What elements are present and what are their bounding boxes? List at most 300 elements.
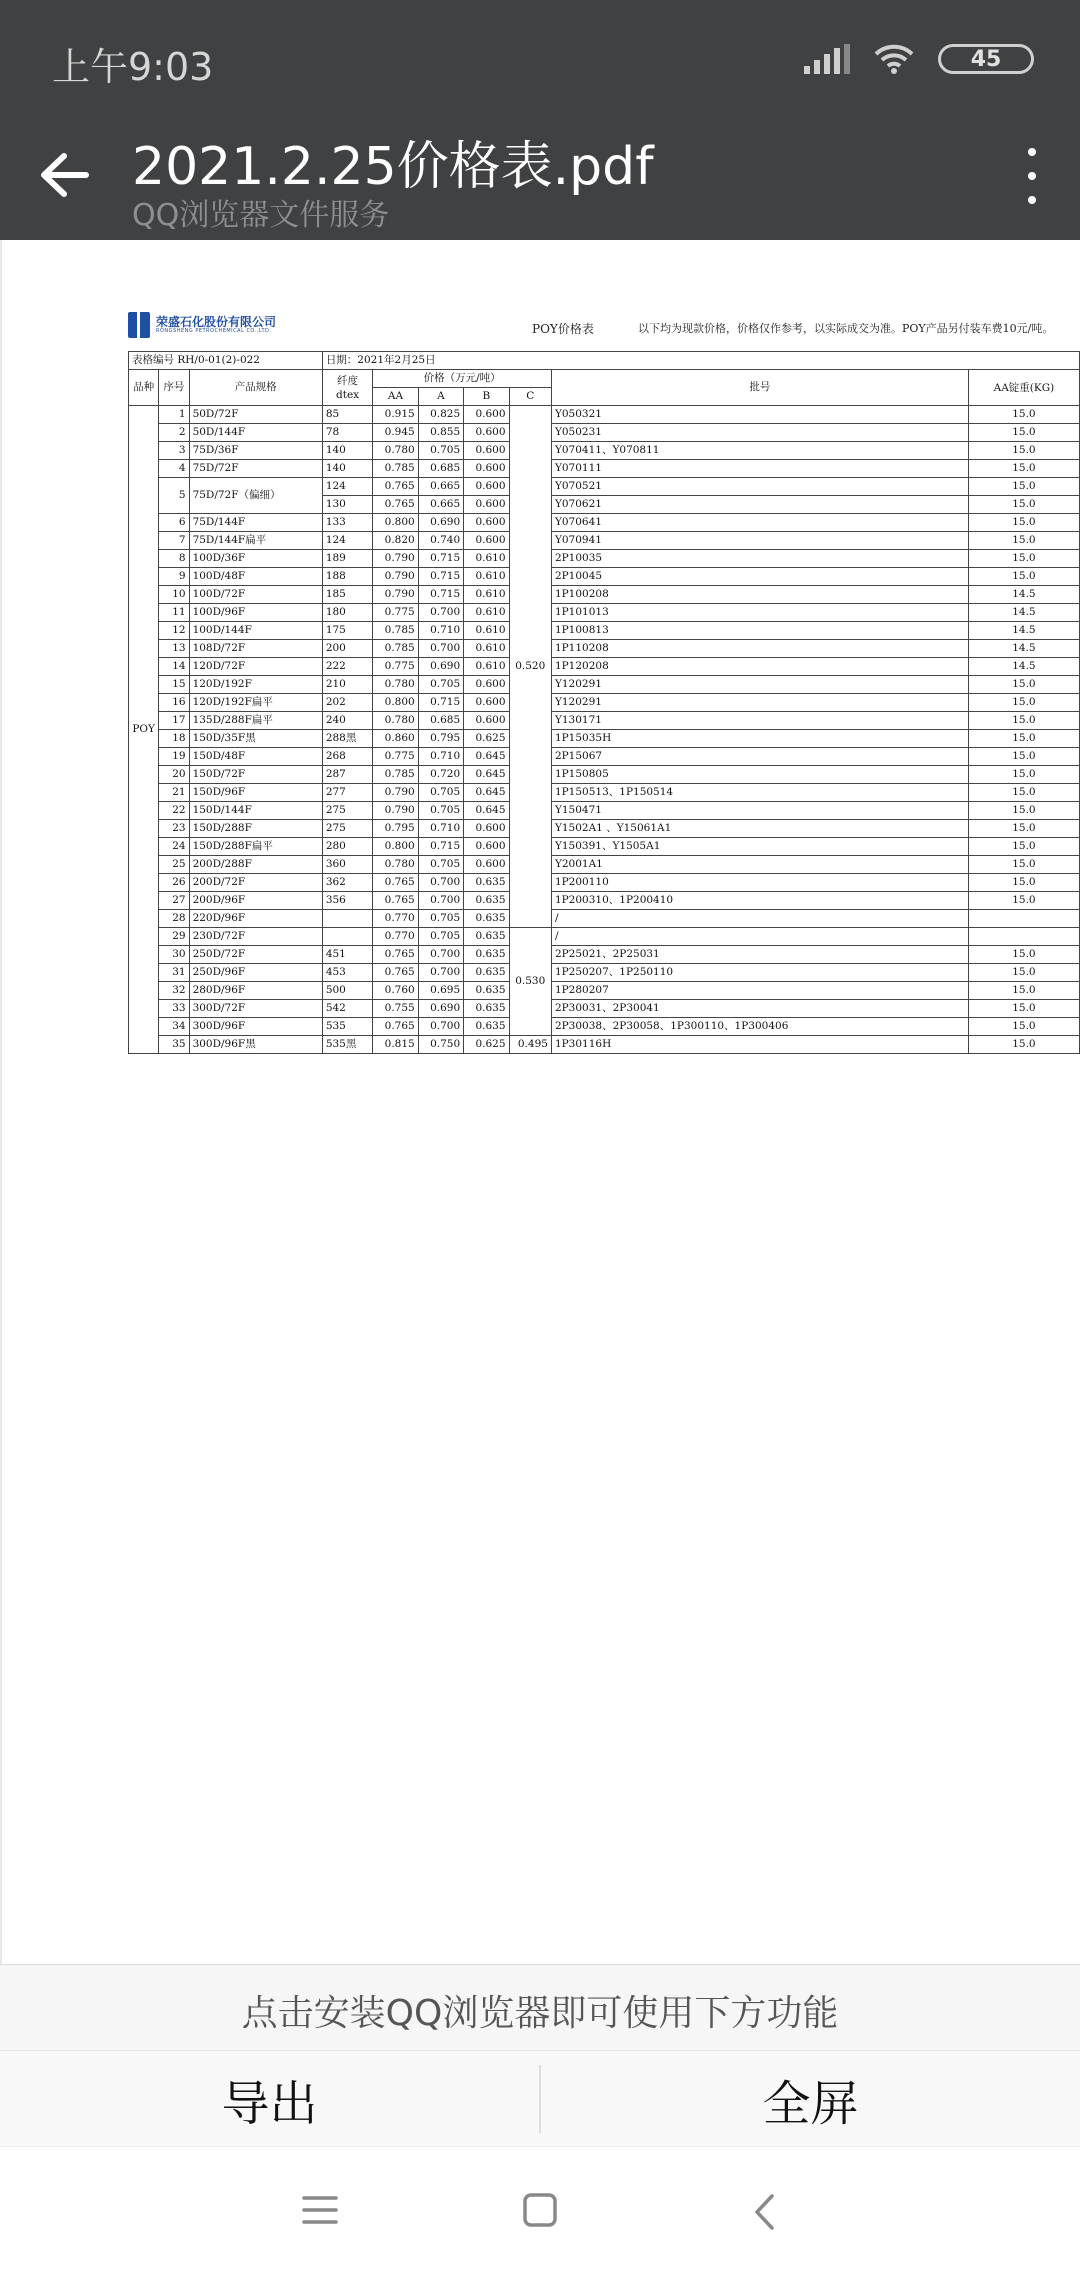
cell-w: 15.0 xyxy=(968,532,1079,550)
cell-b: 0.600 xyxy=(464,406,509,424)
company-logo xyxy=(128,312,276,338)
cell-dtex: 175 xyxy=(322,622,372,640)
table-row xyxy=(129,658,1080,676)
cell-dtex: 140 xyxy=(322,442,372,460)
cell-aa: 0.780 xyxy=(373,676,418,694)
cell-a: 0.705 xyxy=(418,928,463,946)
cell-batch: 2P10035 xyxy=(551,550,968,568)
cell-dtex: 185 xyxy=(322,586,372,604)
cell-aa: 0.785 xyxy=(373,622,418,640)
cell-batch: Y120291 xyxy=(551,676,968,694)
table-row xyxy=(129,748,1080,766)
price-table xyxy=(128,351,1080,1054)
cell-spec: 100D/96F xyxy=(189,604,322,622)
cell-b: 0.610 xyxy=(464,604,509,622)
table-row xyxy=(129,766,1080,784)
cell-a: 0.700 xyxy=(418,964,463,982)
cell-aa: 0.800 xyxy=(373,838,418,856)
fullscreen-button[interactable]: 全屏 xyxy=(762,2075,859,2132)
cell-w: 15.0 xyxy=(968,496,1079,514)
cell-b: 0.600 xyxy=(464,514,509,532)
file-title: 2021.2.25价格表.pdf xyxy=(132,137,654,197)
table-row xyxy=(129,712,1080,730)
table-row xyxy=(129,640,1080,658)
cell-dtex: 451 xyxy=(322,946,372,964)
cell-dtex: 360 xyxy=(322,856,372,874)
table-row xyxy=(129,442,1080,460)
cell-aa: 0.785 xyxy=(373,640,418,658)
cell-n: 28 xyxy=(159,910,189,928)
cell-n: 13 xyxy=(159,640,189,658)
cell-n: 4 xyxy=(159,460,189,478)
cell-n: 23 xyxy=(159,820,189,838)
cell-spec: 50D/72F xyxy=(189,406,322,424)
cell-w: 15.0 xyxy=(968,730,1079,748)
cell-a: 0.695 xyxy=(418,982,463,1000)
cell-batch: 2P10045 xyxy=(551,568,968,586)
cell-a: 0.750 xyxy=(418,1036,463,1054)
cell-b: 0.610 xyxy=(464,550,509,568)
cell-w: 14.5 xyxy=(968,604,1079,622)
cell-batch: 2P15067 xyxy=(551,748,968,766)
cell-spec: 75D/72F（偏细） xyxy=(189,478,322,514)
form-number: 表格编号 RH/0-01(2)-022 xyxy=(129,352,323,370)
cell-aa: 0.815 xyxy=(373,1036,418,1054)
nav-menu-button[interactable] xyxy=(300,2193,350,2233)
status-icons xyxy=(804,42,1034,76)
header-a: A xyxy=(418,388,463,406)
cell-b: 0.635 xyxy=(464,892,509,910)
table-row xyxy=(129,910,1080,928)
cell-batch: 2P30038、2P30058、1P300110、1P300406 xyxy=(551,1018,968,1036)
table-row xyxy=(129,820,1080,838)
cell-w: 15.0 xyxy=(968,1000,1079,1018)
nav-back-button[interactable] xyxy=(750,2193,800,2233)
cell-dtex: 542 xyxy=(322,1000,372,1018)
cell-w: 15.0 xyxy=(968,892,1079,910)
cell-b: 0.600 xyxy=(464,442,509,460)
cell-b: 0.645 xyxy=(464,784,509,802)
cell-aa: 0.765 xyxy=(373,946,418,964)
cell-dtex: 500 xyxy=(322,982,372,1000)
cell-n: 21 xyxy=(159,784,189,802)
cell-dtex: 180 xyxy=(322,604,372,622)
table-row xyxy=(129,838,1080,856)
cell-w: 15.0 xyxy=(968,442,1079,460)
cell-dtex: 535 xyxy=(322,1018,372,1036)
cell-w: 15.0 xyxy=(968,874,1079,892)
cell-w: 14.5 xyxy=(968,658,1079,676)
cell-dtex: 202 xyxy=(322,694,372,712)
cell-a: 0.710 xyxy=(418,622,463,640)
cell-batch: 1P15035H xyxy=(551,730,968,748)
cell-a: 0.700 xyxy=(418,874,463,892)
cell-b: 0.610 xyxy=(464,568,509,586)
cell-spec: 230D/72F xyxy=(189,928,322,946)
table-row xyxy=(129,550,1080,568)
cell-b: 0.635 xyxy=(464,1018,509,1036)
battery-icon: 45 xyxy=(938,44,1034,74)
table-row xyxy=(129,730,1080,748)
cell-n: 27 xyxy=(159,892,189,910)
back-button[interactable] xyxy=(38,148,92,202)
signal-icon xyxy=(804,44,850,74)
cell-n: 12 xyxy=(159,622,189,640)
cell-n: 15 xyxy=(159,676,189,694)
cell-aa: 0.800 xyxy=(373,514,418,532)
cell-w: 15.0 xyxy=(968,982,1079,1000)
table-row xyxy=(129,874,1080,892)
cell-b: 0.600 xyxy=(464,496,509,514)
table-row xyxy=(129,604,1080,622)
cell-batch: 1P100813 xyxy=(551,622,968,640)
cell-aa: 0.770 xyxy=(373,910,418,928)
cell-dtex: 277 xyxy=(322,784,372,802)
cell-n: 25 xyxy=(159,856,189,874)
cell-n: 32 xyxy=(159,982,189,1000)
cell-a: 0.690 xyxy=(418,1000,463,1018)
header-variety: 品种 xyxy=(129,370,159,406)
cell-a: 0.710 xyxy=(418,748,463,766)
cell-aa: 0.765 xyxy=(373,892,418,910)
cell-n: 31 xyxy=(159,964,189,982)
cell-w: 15.0 xyxy=(968,712,1079,730)
more-button[interactable] xyxy=(1022,148,1042,204)
cell-spec: 75D/144F扁平 xyxy=(189,532,322,550)
cell-aa: 0.790 xyxy=(373,802,418,820)
cell-batch: 1P250207、1P250110 xyxy=(551,964,968,982)
action-bar xyxy=(0,2050,1080,2147)
cell-batch: Y050231 xyxy=(551,424,968,442)
cell-w: 15.0 xyxy=(968,568,1079,586)
wifi-icon xyxy=(874,44,914,74)
cell-n: 16 xyxy=(159,694,189,712)
cell-spec: 100D/48F xyxy=(189,568,322,586)
cell-a: 0.700 xyxy=(418,1018,463,1036)
cell-aa: 0.860 xyxy=(373,730,418,748)
cell-c: 0.495 xyxy=(509,1036,551,1054)
table-row xyxy=(129,514,1080,532)
cell-spec: 250D/72F xyxy=(189,946,322,964)
cell-b: 0.610 xyxy=(464,586,509,604)
arrow-left-icon xyxy=(38,148,92,202)
system-nav-bar xyxy=(0,2146,1080,2281)
install-banner-text: 点击安装QQ浏览器即可使用下方功能 xyxy=(241,1993,839,2034)
table-row xyxy=(129,964,1080,982)
cell-spec: 100D/144F xyxy=(189,622,322,640)
cell-b: 0.635 xyxy=(464,982,509,1000)
doc-date: 日期：2021年2月25日 xyxy=(322,352,1079,370)
table-row xyxy=(129,406,1080,424)
cell-w: 15.0 xyxy=(968,424,1079,442)
cell-n: 7 xyxy=(159,532,189,550)
cell-b: 0.600 xyxy=(464,838,509,856)
cell-w: 15.0 xyxy=(968,406,1079,424)
cell-aa: 0.790 xyxy=(373,586,418,604)
cell-n: 19 xyxy=(159,748,189,766)
cell-b: 0.635 xyxy=(464,910,509,928)
cell-spec: 150D/144F xyxy=(189,802,322,820)
cell-spec: 108D/72F xyxy=(189,640,322,658)
cell-dtex: 85 xyxy=(322,406,372,424)
cell-w: 15.0 xyxy=(968,676,1079,694)
cell-n: 30 xyxy=(159,946,189,964)
cell-variety: POY xyxy=(129,406,159,1054)
cell-a: 0.690 xyxy=(418,658,463,676)
table-row xyxy=(129,982,1080,1000)
cell-aa: 0.765 xyxy=(373,874,418,892)
cell-w: 15.0 xyxy=(968,964,1079,982)
cell-aa: 0.820 xyxy=(373,532,418,550)
doc-note: 以下均为现款价格，价格仅作参考，以实际成交为准。POY产品另付装车费10元/吨。 xyxy=(638,322,1054,335)
cell-a: 0.740 xyxy=(418,532,463,550)
cell-n: 18 xyxy=(159,730,189,748)
cell-aa: 0.780 xyxy=(373,856,418,874)
export-button[interactable]: 导出 xyxy=(221,2075,318,2132)
cell-dtex: 78 xyxy=(322,424,372,442)
cell-spec: 120D/192F扁平 xyxy=(189,694,322,712)
price-table-wrap xyxy=(128,351,1080,1054)
cell-aa: 0.795 xyxy=(373,820,418,838)
cell-batch: 1P150513、1P150514 xyxy=(551,784,968,802)
cell-b: 0.600 xyxy=(464,820,509,838)
cell-b: 0.645 xyxy=(464,766,509,784)
table-row xyxy=(129,856,1080,874)
cell-dtex: 133 xyxy=(322,514,372,532)
cell-dtex: 362 xyxy=(322,874,372,892)
cell-batch: Y130171 xyxy=(551,712,968,730)
cell-batch: Y070641 xyxy=(551,514,968,532)
cell-batch: Y150471 xyxy=(551,802,968,820)
cell-spec: 150D/96F xyxy=(189,784,322,802)
cell-spec: 100D/72F xyxy=(189,586,322,604)
cell-aa: 0.755 xyxy=(373,1000,418,1018)
cell-a: 0.705 xyxy=(418,910,463,928)
cell-spec: 75D/72F xyxy=(189,460,322,478)
cell-b: 0.625 xyxy=(464,730,509,748)
cell-spec: 120D/192F xyxy=(189,676,322,694)
doc-title: POY价格表 xyxy=(532,322,594,336)
table-row xyxy=(129,478,1080,496)
cell-n: 1 xyxy=(159,406,189,424)
cell-n: 2 xyxy=(159,424,189,442)
cell-dtex: 210 xyxy=(322,676,372,694)
cell-w: 14.5 xyxy=(968,622,1079,640)
cell-a: 0.700 xyxy=(418,640,463,658)
cell-aa: 0.790 xyxy=(373,550,418,568)
cell-dtex: 124 xyxy=(322,532,372,550)
cell-batch: 1P120208 xyxy=(551,658,968,676)
cell-b: 0.635 xyxy=(464,964,509,982)
header-weight: AA锭重(KG) xyxy=(968,370,1079,406)
cell-n: 11 xyxy=(159,604,189,622)
cell-batch: Y1502A1 、Y15061A1 xyxy=(551,820,968,838)
cell-b: 0.600 xyxy=(464,478,509,496)
cell-spec: 200D/288F xyxy=(189,856,322,874)
cell-dtex: 275 xyxy=(322,820,372,838)
cell-w: 15.0 xyxy=(968,694,1079,712)
cell-a: 0.855 xyxy=(418,424,463,442)
install-banner[interactable] xyxy=(0,1964,1080,2051)
cell-spec: 75D/144F xyxy=(189,514,322,532)
cell-batch: Y150391、Y1505A1 xyxy=(551,838,968,856)
cell-b: 0.610 xyxy=(464,640,509,658)
table-row xyxy=(129,586,1080,604)
cell-spec: 100D/36F xyxy=(189,550,322,568)
cell-b: 0.645 xyxy=(464,748,509,766)
cell-w: 15.0 xyxy=(968,478,1079,496)
cell-dtex: 275 xyxy=(322,802,372,820)
cell-a: 0.705 xyxy=(418,676,463,694)
cell-b: 0.600 xyxy=(464,712,509,730)
cell-b: 0.600 xyxy=(464,856,509,874)
cell-aa: 0.760 xyxy=(373,982,418,1000)
cell-batch: Y2001A1 xyxy=(551,856,968,874)
cell-spec: 150D/72F xyxy=(189,766,322,784)
cell-batch: Y070941 xyxy=(551,532,968,550)
chevron-left-icon xyxy=(750,2193,780,2231)
cell-aa: 0.765 xyxy=(373,964,418,982)
cell-spec: 300D/96F黑 xyxy=(189,1036,322,1054)
cell-batch: / xyxy=(551,928,968,946)
table-row xyxy=(129,802,1080,820)
app-bar xyxy=(0,0,1080,240)
cell-c-group-1: 0.520 xyxy=(509,406,551,928)
cell-a: 0.705 xyxy=(418,442,463,460)
cell-aa: 0.780 xyxy=(373,712,418,730)
cell-n: 3 xyxy=(159,442,189,460)
table-row xyxy=(129,892,1080,910)
cell-spec: 200D/96F xyxy=(189,892,322,910)
cell-n: 17 xyxy=(159,712,189,730)
cell-w: 15.0 xyxy=(968,748,1079,766)
cell-aa: 0.800 xyxy=(373,694,418,712)
cell-a: 0.700 xyxy=(418,604,463,622)
cell-b: 0.635 xyxy=(464,874,509,892)
cell-w: 14.5 xyxy=(968,640,1079,658)
cell-w: 15.0 xyxy=(968,1018,1079,1036)
cell-batch: / xyxy=(551,910,968,928)
cell-a: 0.710 xyxy=(418,820,463,838)
cell-w: 15.0 xyxy=(968,514,1079,532)
cell-a: 0.720 xyxy=(418,766,463,784)
cell-b: 0.610 xyxy=(464,622,509,640)
cell-dtex: 200 xyxy=(322,640,372,658)
cell-dtex: 124 xyxy=(322,478,372,496)
cell-w: 15.0 xyxy=(968,784,1079,802)
cell-aa: 0.765 xyxy=(373,478,418,496)
table-row xyxy=(129,1018,1080,1036)
cell-b: 0.625 xyxy=(464,1036,509,1054)
cell-a: 0.700 xyxy=(418,946,463,964)
cell-n: 26 xyxy=(159,874,189,892)
cell-n: 35 xyxy=(159,1036,189,1054)
cell-b: 0.645 xyxy=(464,802,509,820)
cell-w: 15.0 xyxy=(968,550,1079,568)
cell-spec: 220D/96F xyxy=(189,910,322,928)
cell-w xyxy=(968,910,1079,928)
cell-batch: 1P30116H xyxy=(551,1036,968,1054)
header-dtex: 纤度dtex xyxy=(322,370,372,406)
table-row xyxy=(129,1000,1080,1018)
table-row xyxy=(129,532,1080,550)
cell-batch: 1P200310、1P200410 xyxy=(551,892,968,910)
nav-home-button[interactable] xyxy=(520,2193,570,2233)
cell-spec: 300D/72F xyxy=(189,1000,322,1018)
cell-spec: 75D/36F xyxy=(189,442,322,460)
cell-batch: 2P30031、2P30041 xyxy=(551,1000,968,1018)
cell-a: 0.825 xyxy=(418,406,463,424)
header-c: C xyxy=(509,388,551,406)
header-price: 价格（万元/吨） xyxy=(373,370,552,388)
table-body xyxy=(129,406,1080,1054)
cell-a: 0.685 xyxy=(418,460,463,478)
cell-aa: 0.775 xyxy=(373,604,418,622)
cell-a: 0.715 xyxy=(418,694,463,712)
cell-spec: 280D/96F xyxy=(189,982,322,1000)
cell-c-group-2: 0.530 xyxy=(509,928,551,1036)
header-spec: 产品规格 xyxy=(189,370,322,406)
cell-spec: 300D/96F xyxy=(189,1018,322,1036)
cell-batch: Y070521 xyxy=(551,478,968,496)
cell-aa: 0.785 xyxy=(373,460,418,478)
cell-aa: 0.775 xyxy=(373,658,418,676)
cell-spec: 150D/35F黑 xyxy=(189,730,322,748)
header-batch: 批号 xyxy=(551,370,968,406)
cell-dtex: 240 xyxy=(322,712,372,730)
cell-w: 15.0 xyxy=(968,802,1079,820)
cell-w: 15.0 xyxy=(968,946,1079,964)
cell-b: 0.635 xyxy=(464,928,509,946)
cell-aa: 0.770 xyxy=(373,928,418,946)
cell-a: 0.700 xyxy=(418,892,463,910)
cell-aa: 0.945 xyxy=(373,424,418,442)
cell-b: 0.600 xyxy=(464,424,509,442)
cell-dtex: 140 xyxy=(322,460,372,478)
cell-batch: 1P200110 xyxy=(551,874,968,892)
cell-a: 0.665 xyxy=(418,478,463,496)
cell-dtex: 268 xyxy=(322,748,372,766)
cell-a: 0.705 xyxy=(418,856,463,874)
cell-aa: 0.765 xyxy=(373,1018,418,1036)
cell-batch: 1P110208 xyxy=(551,640,968,658)
cell-n: 20 xyxy=(159,766,189,784)
cell-w xyxy=(968,928,1079,946)
table-row xyxy=(129,424,1080,442)
table-row xyxy=(129,946,1080,964)
cell-w: 15.0 xyxy=(968,856,1079,874)
cell-batch: 2P25021、2P25031 xyxy=(551,946,968,964)
table-row xyxy=(129,676,1080,694)
menu-icon xyxy=(300,2193,340,2227)
cell-b: 0.635 xyxy=(464,1000,509,1018)
cell-n: 34 xyxy=(159,1018,189,1036)
table-row xyxy=(129,460,1080,478)
cell-a: 0.705 xyxy=(418,784,463,802)
cell-aa: 0.775 xyxy=(373,748,418,766)
cell-batch: 1P150805 xyxy=(551,766,968,784)
cell-dtex xyxy=(322,928,372,946)
cell-spec: 150D/48F xyxy=(189,748,322,766)
table-row xyxy=(129,928,1080,946)
cell-a: 0.715 xyxy=(418,838,463,856)
cell-batch: 1P101013 xyxy=(551,604,968,622)
cell-dtex: 280 xyxy=(322,838,372,856)
cell-w: 15.0 xyxy=(968,1036,1079,1054)
cell-dtex: 130 xyxy=(322,496,372,514)
header-seq: 序号 xyxy=(159,370,189,406)
cell-spec: 150D/288F扁平 xyxy=(189,838,322,856)
